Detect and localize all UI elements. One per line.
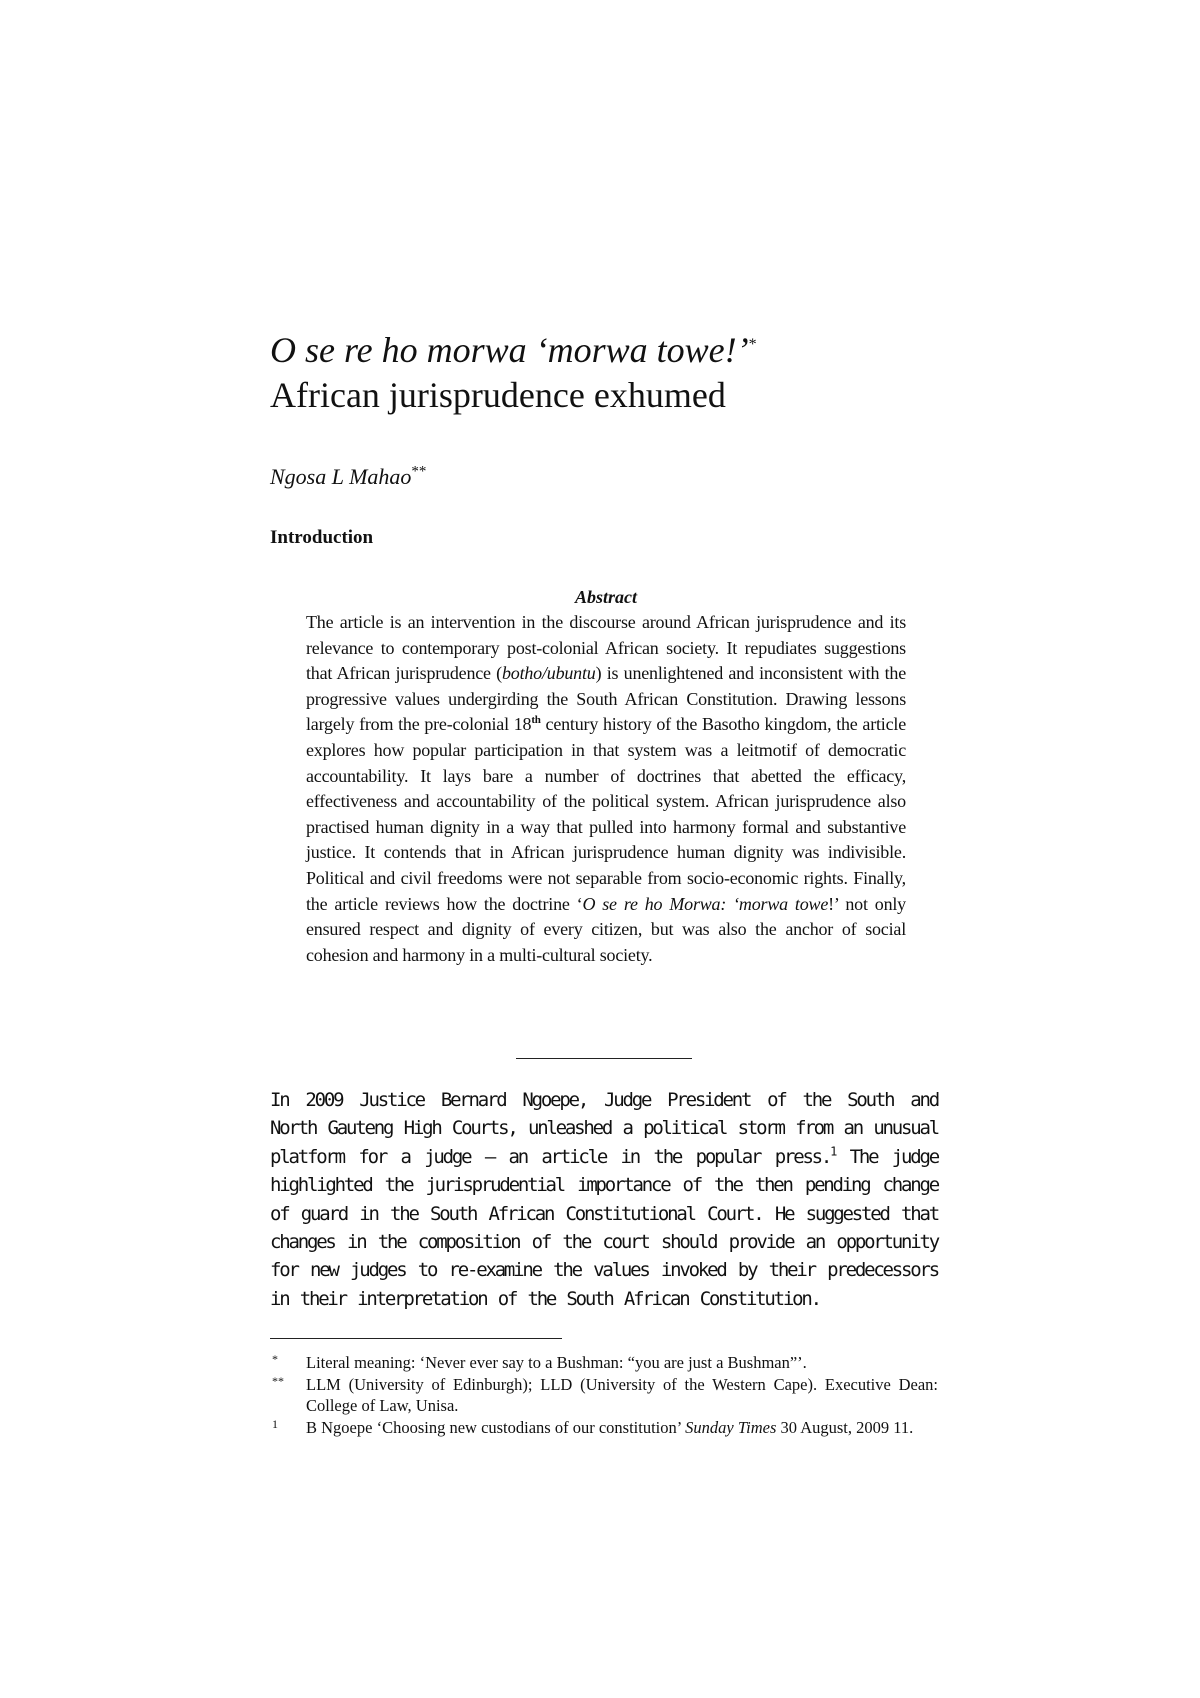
author-footnote-mark: ** <box>411 463 427 480</box>
title-line-italic <box>270 328 950 372</box>
footnote-publication: Sunday Times <box>685 1418 777 1437</box>
footnote-item <box>270 1374 938 1416</box>
title-subtitle: African jurisprudence exhumed <box>270 375 726 415</box>
abstract-ordinal-sup: th <box>531 714 541 727</box>
title-block <box>270 328 950 418</box>
footnote-mark: * <box>272 1352 278 1366</box>
abstract-block <box>306 584 906 968</box>
title-footnote-mark: * <box>748 336 757 353</box>
footnotes <box>270 1352 938 1439</box>
abstract-text-italic: botho/ubuntu <box>501 663 596 684</box>
abstract-text-part: !’ not only ensured respect and dignity of every citizen, but was also the anchor of social cohesion and harmony in a multi-cultural society. <box>306 893 906 965</box>
author-line <box>270 464 426 490</box>
footnote-item <box>270 1352 938 1373</box>
footnote-divider <box>270 1338 562 1339</box>
body-paragraph <box>270 1086 938 1313</box>
body-text-part: In 2009 Justice Bernard Ngoepe, Judge President of the South and North Gauteng High Courts, unleashed a political storm from an unusual platform for a judge – an article in the popular press. <box>270 1089 938 1168</box>
footnote-reference[interactable]: 1 <box>830 1144 836 1159</box>
abstract-text-part: century history of the Basotho kingdom, the article explores how popular participation in that system was a leitmotif of democratic accountability. It lays bare a number of doctrines that abetted the efficacy, effectiveness and accountability of the political system. African jurisprudence also practised human dignity in a way that pulled into harmony formal and substantive justice. It contends that in African jurisprudence human dignity was indivisible. Political and civil freedoms were not separable from socio-economic rights. Finally, the article reviews how the doctrine ‘ <box>306 714 906 914</box>
body-text-part: The judge highlighted the jurisprudential importance of the then pending change of guard in the South African Constitutional Court. He suggested that changes in the composition of the court should provide an opportunity for new judges to re-examine the values invoked by their predecessors in their interpretation of the South African Constitution. <box>270 1145 938 1310</box>
abstract-heading: Abstract <box>574 587 637 607</box>
footnote-text: 30 August, 2009 11. <box>776 1418 914 1437</box>
footnote-item <box>270 1417 938 1438</box>
abstract-text-part: ) is unenlightened and inconsistent with the progressive values undergirding the South African Constitution. Drawing lessons largely from the pre-colonial 18 <box>306 663 906 735</box>
footnote-text: B Ngoepe ‘Choosing new custodians of our constitution’ <box>306 1418 686 1437</box>
footnote-mark: ** <box>272 1374 284 1388</box>
footnote-text: LLM (University of Edinburgh); LLD (University of the Western Cape). Executive Dean: College of Law, Unisa. <box>306 1375 938 1415</box>
abstract-text-part: The article is an intervention in the discourse around African jurisprudence and its relevance to contemporary post-colonial African society. It repudiates suggestions that African jurisprudence ( <box>306 612 906 684</box>
author-name: Ngosa L Mahao <box>270 464 412 489</box>
footnote-mark: 1 <box>272 1417 278 1431</box>
section-heading: Introduction <box>270 527 374 548</box>
abstract-text-italic: O se re ho Morwa: ‘morwa towe <box>582 893 829 914</box>
abstract-text <box>306 610 906 968</box>
abstract-divider <box>516 1058 692 1059</box>
title-text: O se re ho morwa ‘morwa towe!’ <box>270 330 749 370</box>
footnote-text: Literal meaning: ‘Never ever say to a Bushman: “you are just a Bushman”’. <box>306 1353 807 1372</box>
